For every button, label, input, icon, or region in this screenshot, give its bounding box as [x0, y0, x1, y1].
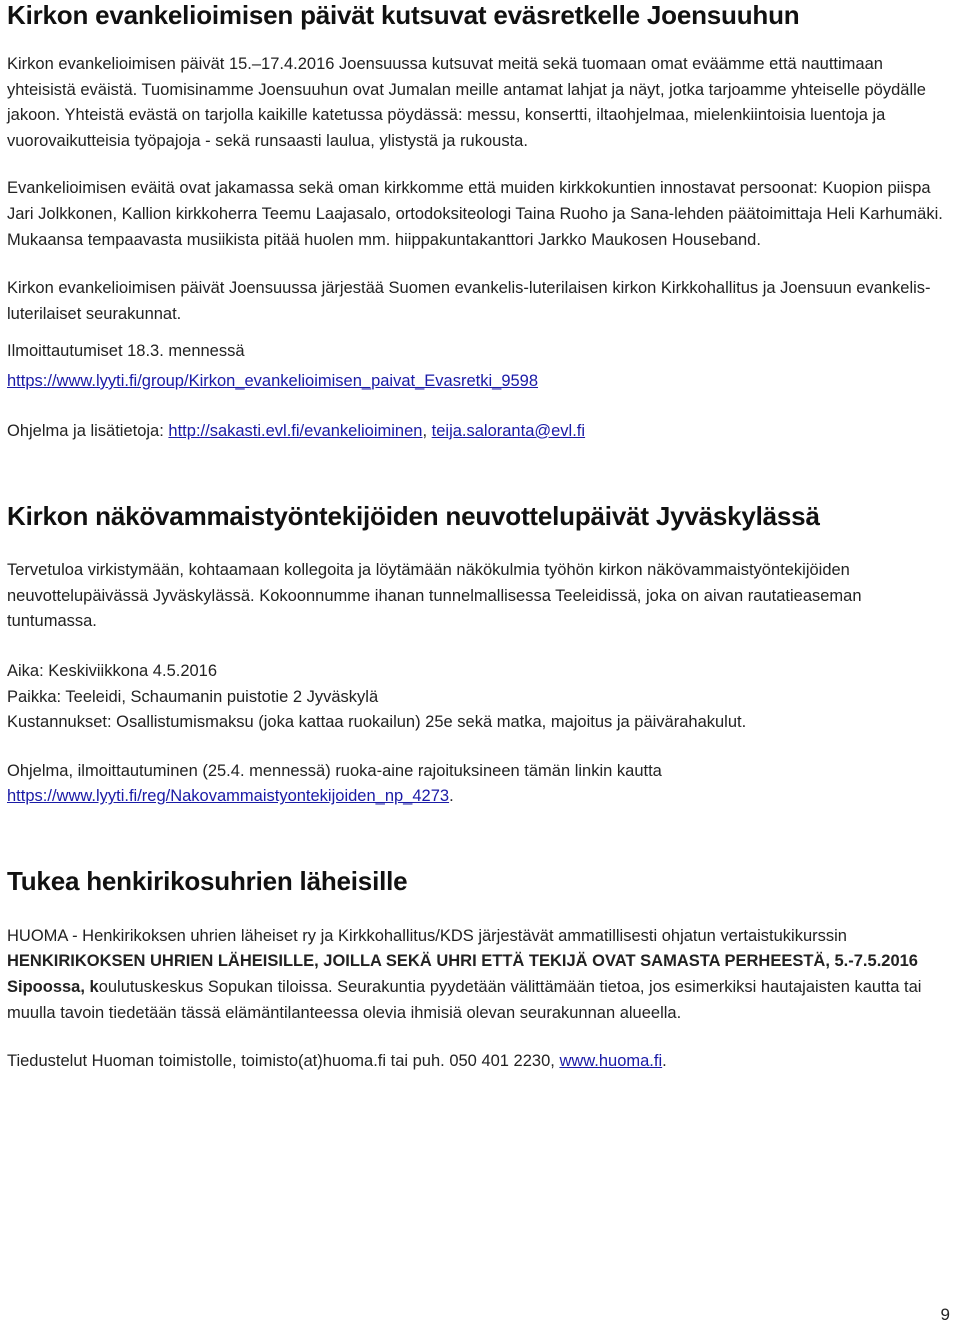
- page-number: 9: [940, 1305, 950, 1324]
- program-end: .: [449, 787, 454, 806]
- document-page: [7, 0, 952, 1075]
- sakasti-link[interactable]: http://sakasti.evl.fi/evankelioiminen: [168, 421, 423, 440]
- event-time: Aika: Keskiviikkona 4.5.2016: [7, 661, 218, 680]
- email-link[interactable]: teija.saloranta@evl.fi: [431, 421, 586, 440]
- section-title-nakovammaistyontekijat: Kirkon näkövammaistyöntekijöiden neuvottelupäivät Jyväskylässä: [7, 501, 820, 532]
- event-costs: Kustannukset: Osallistumismaksu (joka kattaa ruokailun) 25e sekä matka, majoitus ja päivärahakulut.: [7, 713, 747, 732]
- section1-organizer-paragraph: Kirkon evankelioimisen päivät Joensuussa järjestää Suomen evankelis-luterilaisen kirkon Kirkkohallitus ja Joensuun evankelis-luterilaiset seurakunnat.: [7, 279, 931, 323]
- contact-text: Tiedustelut Huoman toimistolle, toimisto(at)huoma.fi tai puh. 050 401 2230,: [7, 1052, 560, 1071]
- section2-intro-paragraph: Tervetuloa virkistymään, kohtaamaan kollegoita ja löytämään näkökulmia työhön kirkon näkövammaistyöntekijöiden neuvottelupäivässä Jyväskylässä. Kokoonnumme ihanan tunnelmallisessa Teeleidissä, joka on aivan rautatieaseman tuntumassa.: [7, 561, 862, 631]
- section3-course-paragraph: [7, 924, 952, 1026]
- section1-registration-deadline: Ilmoittautumiset 18.3. mennessä: [7, 342, 245, 361]
- info-separator: ,: [422, 421, 432, 440]
- registration-link[interactable]: https://www.lyyti.fi/group/Kirkon_evankelioimisen_paivat_Evasretki_9598: [7, 371, 539, 390]
- program-registration-link[interactable]: https://www.lyyti.fi/reg/Nakovammaistyontekijoiden_np_4273: [7, 787, 450, 806]
- section1-speakers-paragraph: Evankelioimisen eväitä ovat jakamassa sekä oman kirkkomme että muiden kirkkokuntien innostavat persoonat: Kuopion piispa Jari Jolkkonen, Kallion kirkkoherra Teemu Laajasalo, ortodoksiteologi Taina Ruoho ja Sana-lehden päätoimittaja Heli Karhumäki. Mukaansa tempaavasta musiikista pitää huolen mm. hiippakuntakanttori Jarkko Maukosen Houseband.: [7, 179, 943, 249]
- course-rest-text: oulutuskeskus Sopukan tiloissa. Seurakuntia pyydetään välittämään tietoa, jos esimerkiksi hautajaisten kautta tai muulla tavoin tiedetään tässä elämäntilanteessa olevia ihmisiä olevan seurakunnan alueella.: [7, 978, 922, 1022]
- section1-intro-paragraph: Kirkon evankelioimisen päivät 15.–17.4.2016 Joensuussa kutsuvat meitä sekä tuomaan omat eväämme että nauttimaan yhteisistä eväistä. Tuomisinamme Joensuuhun ovat Jumalan meille antamat lahjat ja näyt, jotka tarjoamme yhteiselle pöydälle jakoon. Yhteistä evästä on tarjolla kaikille katetussa pöydässä: messu, konsertti, iltaohjelmaa, mielenkiintoisia luentoja ja vuorovaikutteisia työpajoja - sekä runsaasti laulua, ylistystä ja rukousta.: [7, 55, 926, 150]
- contact-end: .: [662, 1052, 667, 1071]
- event-place: Paikka: Teeleidi, Schaumanin puistotie 2 Jyväskylä: [7, 687, 379, 706]
- section2-program-line: [7, 759, 952, 810]
- section-title-henkirikosuhrien-laheisille: Tukea henkirikosuhrien läheisille: [7, 865, 408, 896]
- section1-registration-link-line: [7, 369, 952, 395]
- section3-contact-line: [7, 1049, 952, 1075]
- program-text: Ohjelma, ilmoittautuminen (25.4. mennessä) ruoka-aine rajoituksineen tämän linkin kautta: [7, 761, 662, 780]
- section-title-evankelioimisen-paivat: Kirkon evankelioimisen päivät kutsuvat eväsretkelle Joensuuhun: [7, 0, 800, 30]
- course-intro-text: HUOMA - Henkirikoksen uhrien läheiset ry ja Kirkkohallitus/KDS järjestävät ammatillisesti ohjatun vertaistukikurssin: [7, 926, 847, 945]
- info-label: Ohjelma ja lisätietoja:: [7, 421, 169, 440]
- course-name-bold: HENKIRIKOKSEN UHRIEN LÄHEISILLE, JOILLA SEKÄ UHRI ETTÄ TEKIJÄ OVAT SAMASTA PERHEESTÄ, 5.-7.5.2016 Sipoossa, k: [7, 952, 918, 997]
- section2-details: [7, 659, 952, 736]
- section1-info-line: [7, 419, 952, 445]
- huoma-link[interactable]: www.huoma.fi: [559, 1052, 663, 1071]
